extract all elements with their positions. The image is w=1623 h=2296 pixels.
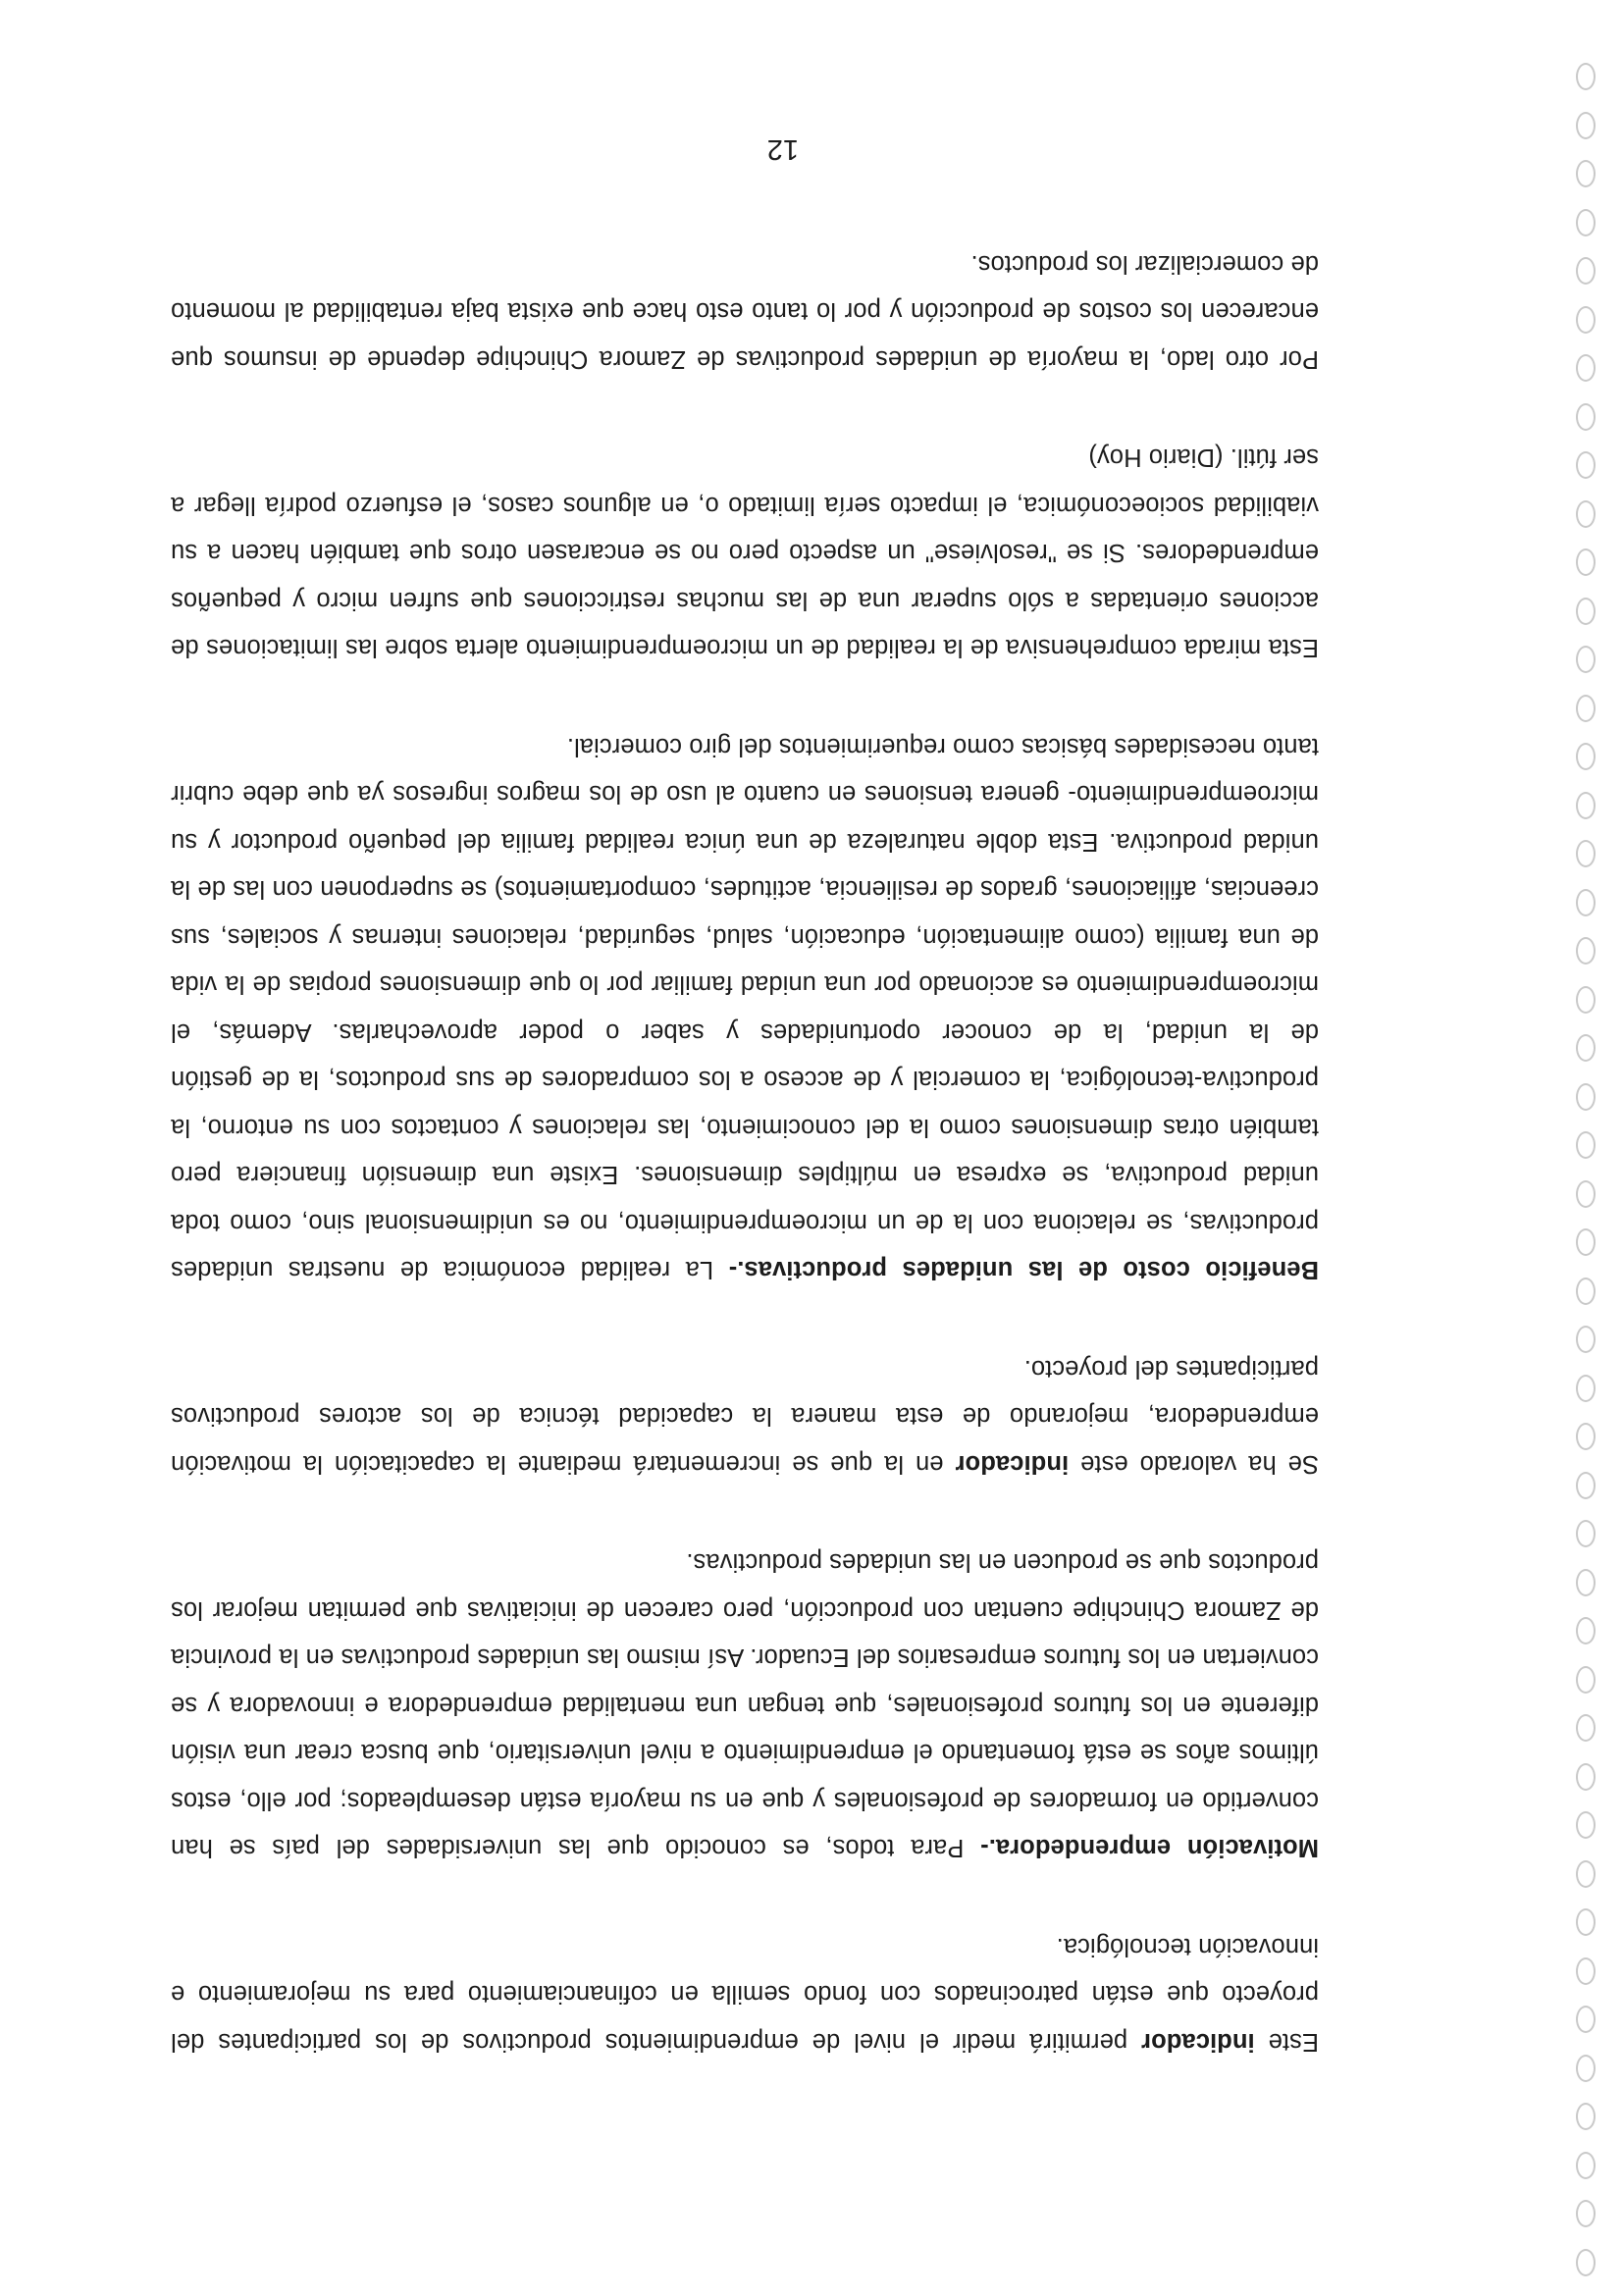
binder-hole [1576,1812,1596,1840]
binder-hole [1576,306,1596,334]
paragraph-insumos-costos [171,240,1319,384]
binder-hole [1576,1229,1596,1257]
paragraph-lead-text: Se ha valorado este [1069,1450,1319,1478]
binder-hole [1576,355,1596,383]
paragraph-text: Por otro lado, la mayoría de unidades productivas de Zamora Chinchipe depende de insumos que encarecen los costos de producción y por lo tanto esto hace que exista baja rentabilidad al momento de comercializar los productos. [171,250,1319,373]
paragraph-text: en la que se incrementará mediante la capacitación la motivación emprendedora, mejorando de esta manera la capacidad técnica de los actores productivos participantes del proyecto. [171,1355,1319,1478]
binder-hole [1576,1957,1596,1985]
binder-hole [1576,1860,1596,1888]
binder-hole [1576,2152,1596,2179]
binder-hole [1576,1035,1596,1063]
binder-hole [1576,549,1596,577]
paragraph-indicador-capacitacion [171,1345,1319,1488]
binder-hole [1576,500,1596,528]
binder-hole [1576,1327,1596,1354]
paragraph-bold-term: Beneficio costo de las unidades productivas.- [728,1256,1319,1284]
binder-hole [1576,2104,1596,2131]
binder-hole [1576,695,1596,722]
binder-hole [1576,452,1596,480]
binder-hole [1576,1180,1596,1208]
binder-hole [1576,112,1596,139]
binder-hole [1576,258,1596,286]
paragraph-bold-term: indicador [1141,2028,1255,2056]
paragraph-indicador-emprendimientos [171,1923,1319,2066]
binder-hole [1576,938,1596,965]
paragraph-beneficio-costo [171,723,1319,1294]
binder-hole [1576,986,1596,1014]
paragraph-bold-term: Motivación emprendedora.- [980,1834,1319,1862]
binder-hole [1576,2201,1596,2228]
binder-holes [1562,20,1601,2276]
binder-hole [1576,1521,1596,1548]
paragraph-text: Esta mirada comprehensiva de la realidad de un microemprendimiento alerta sobre las limitaciones de acciones orientadas a sólo superar una de las muchas restricciones que sufren micro y pequeños emprendedores. Si se "resolviese" un aspecto pero no se encarasen otros que también hacen a su viabilidad socioeconómica, el impacto sería limitado o, en algunos casos, el esfuerzo podría llegar a ser fútil. (Diario Hoy) [171,444,1319,662]
binder-hole [1576,1618,1596,1645]
binder-hole [1576,792,1596,819]
paragraph-mirada-comprehensiva [171,434,1319,672]
binder-hole [1576,1909,1596,1937]
binder-hole [1576,209,1596,236]
binder-hole [1576,1666,1596,1694]
binder-hole [1576,1375,1596,1402]
binder-hole [1576,598,1596,625]
page-number: 12 [766,133,799,165]
binder-hole [1576,1424,1596,1451]
binder-hole [1576,161,1596,188]
binder-hole [1576,889,1596,916]
binder-hole [1576,647,1596,674]
binder-hole [1576,1763,1596,1791]
binder-hole [1576,2055,1596,2082]
paragraph-lead-text: Este [1254,2028,1319,2056]
binder-hole [1576,2249,1596,2276]
binder-hole [1576,1569,1596,1596]
binder-hole [1576,841,1596,868]
binder-hole [1576,1132,1596,1160]
binder-hole [1576,1715,1596,1743]
paragraph-text: La realidad económica de nuestras unidades productivas, se relaciona con la de un microemprendimiento, no es unidimensional sino, como toda unidad productiva, se expresa en múltiples dimensiones. Existe una dimensión financiera pero también otras dimensiones como la del conocimiento, las relaciones y contactos con su entorno, la productiva-tecnológica, la comercial y de acceso a los compradores de sus productos, la de gestión de la unidad, la de conocer oportunidades y saber o poder aprovecharlas. Además, el microemprendimiento es accionado por una unidad familiar por lo que dimensiones propias de la vida de una familia (como alimentación, educación, salud, seguridad, relaciones internas y sociales, sus creencias, afiliaciones, grados de resiliencia, actitudes, comportamientos) se superponen con las de la unidad productiva. Esta doble naturaleza de una única realidad familia del pequeño productor y su microemprendimiento- genera tensiones en cuanto al uso de los magros ingresos ya que debe cubrir tanto necesidades básicas como requerimientos del giro comercial. [171,733,1319,1284]
binder-hole [1576,64,1596,91]
paragraph-motivacion-emprendedora [171,1539,1319,1872]
binder-hole [1576,744,1596,771]
paragraph-text: permitirá medir el nivel de emprendimientos productivos de los participantes del proyecto que están patrocinados con fondo semilla en cofinanciamiento para su mejoramiento e innovación tecnológica. [171,1933,1319,2056]
binder-hole [1576,1278,1596,1305]
binder-hole [1576,1083,1596,1111]
paragraph-bold-term: indicador [955,1450,1070,1478]
binder-hole [1576,1472,1596,1499]
binder-hole [1576,403,1596,431]
page-body [171,189,1319,2066]
paragraph-text: Para todos, es conocido que las universidades del país se han convertido en formadores de profesionales y que en su mayoría están desempleados; por ello, estos últimos años se está fomentando el emprendimiento a nivel universitario, que busca crear una visión diferente en los futuros profesionales, que tengan una mentalidad emprendedora e innovadora y se conviertan en los futuros empresarios del Ecuador. Así mismo las unidades productivas en la provincia de Zamora Chinchipe cuentan con producción, pero carecen de iniciativas que permitan mejorar los productos que se producen en las unidades productivas. [171,1548,1319,1862]
binder-hole [1576,2007,1596,2034]
